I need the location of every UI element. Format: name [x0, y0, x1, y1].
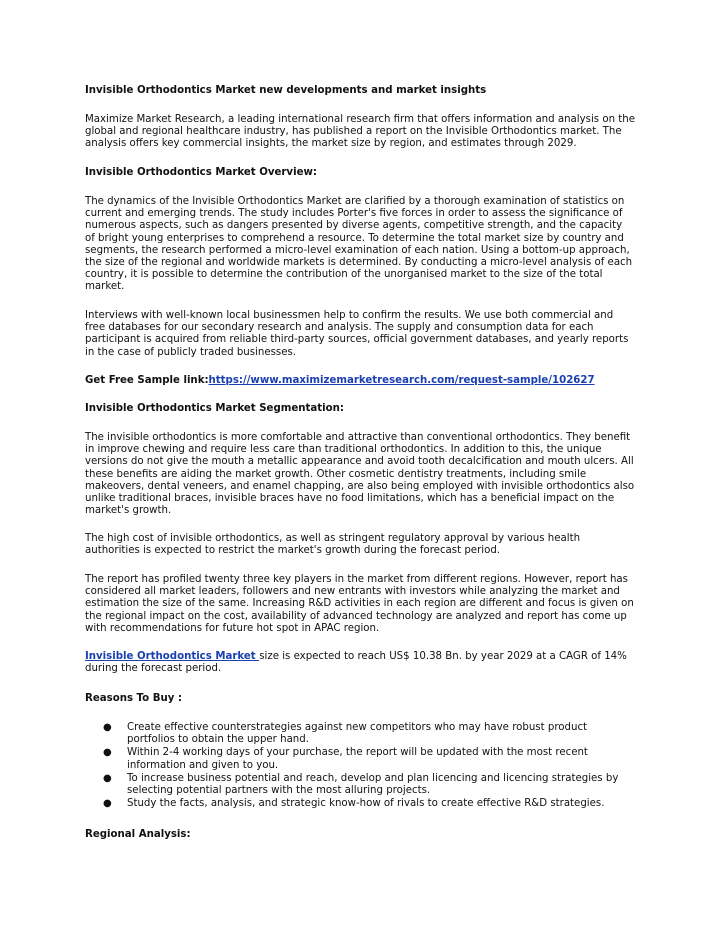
market-link[interactable]: Invisible Orthodontics Market: [85, 651, 260, 662]
bullet-icon: ●: [103, 747, 112, 759]
bullet-icon: ●: [103, 722, 112, 733]
list-item-text: To increase business potential and reach, develop and plan licencing and licencing strategies by selecting potential partners with the most alluring projects.: [127, 772, 619, 797]
reasons-list: [85, 722, 635, 810]
market-size-text: size is expected to reach US$ 10.38 Bn. by year 2029 at a CAGR of 14% during the forecast period.: [85, 651, 627, 675]
list-item-text: Create effective counterstrategies against new competitors who may have robust product portfolios to obtain the upper hand.: [127, 722, 588, 746]
segmentation-paragraph-2: The high cost of invisible orthodontics, as well as stringent regulatory approval by various health authorities is expected to restrict the market's growth during the forecast period.: [85, 533, 581, 557]
segmentation-paragraph-3: The report has profiled twenty three key players in the market from different regions. However, report has considered all market leaders, followers and new entrants with investors while analyzing the market and estimation the size of the same. Increasing R&D activities in each region are different and focus is given on the regional impact on the cost, availability of advanced technology are analyzed and report has come up with recommendations for future hot spot in APAC region.: [85, 574, 634, 634]
intro-paragraph: Maximize Market Research, a leading international research firm that offers information and analysis on the global and regional healthcare industry, has published a report on the Invisible Orthodontics market. The analysis offers key commercial insights, the market size by region, and estimates through 2029.: [85, 114, 635, 150]
overview-heading: Invisible Orthodontics Market Overview:: [85, 167, 317, 178]
sample-link[interactable]: https://www.maximizemarketresearch.com/request-sample/102627: [208, 375, 595, 386]
overview-paragraph-1: The dynamics of the Invisible Orthodontics Market are clarified by a thorough examination of statistics on current and emerging trends. The study includes Porter's five forces in order to assess the significance of numerous aspects, such as dangers presented by diverse agents, competitive strength, and the capacity of bright young enterprises to comprehend a resource. To determine the total market size by country and segments, the research performed a micro-level examination of each nation. Using a bottom-up approach, the size of the regional and worldwide markets is determined. By conducting a micro-level analysis of each country, it is possible to determine the contribution of the unorganised market to the size of the total market.: [85, 196, 633, 293]
sample-link-line: [85, 375, 635, 387]
sample-link-label: Get Free Sample link:: [85, 375, 209, 386]
list-item: [85, 747, 635, 771]
list-item-text: Within 2-4 working days of your purchase, the report will be updated with the most recent information and given to you.: [127, 747, 588, 771]
list-item-text: Study the facts, analysis, and strategic know-how of rivals to create effective R&D strategies.: [127, 798, 605, 810]
market-size-paragraph: [85, 651, 635, 675]
reasons-heading: Reasons To Buy :: [85, 693, 182, 704]
list-item: [85, 722, 635, 746]
document-title: Invisible Orthodontics Market new developments and market insights: [85, 85, 487, 96]
bullet-icon: ●: [103, 798, 112, 810]
segmentation-paragraph-1: The invisible orthodontics is more comfortable and attractive than conventional orthodontics. They benefit in improve chewing and require less care than traditional orthodontics. In addition to this, the unique versions do not give the mouth a metallic appearance and avoid tooth decalcification and mouth ulcers. All these benefits are aiding the market growth. Other cosmetic dentistry treatments, including smile makeovers, dental veneers, and enamel chapping, are also being employed with invisible orthodontics also unlike traditional braces, invisible braces have no food limitations, which has a beneficial impact on the market's growth.: [85, 432, 635, 517]
list-item: [85, 798, 635, 810]
bullet-icon: ●: [103, 772, 112, 784]
list-item: [85, 773, 635, 797]
regional-heading: Regional Analysis:: [85, 829, 191, 840]
overview-paragraph-2: Interviews with well-known local businessmen help to confirm the results. We use both commercial and free databases for our secondary research and analysis. The supply and consumption data for each participant is acquired from reliable third-party sources, official government databases, and yearly reports in the case of publicly traded businesses.: [85, 310, 629, 358]
segmentation-heading: Invisible Orthodontics Market Segmentation:: [85, 403, 344, 414]
